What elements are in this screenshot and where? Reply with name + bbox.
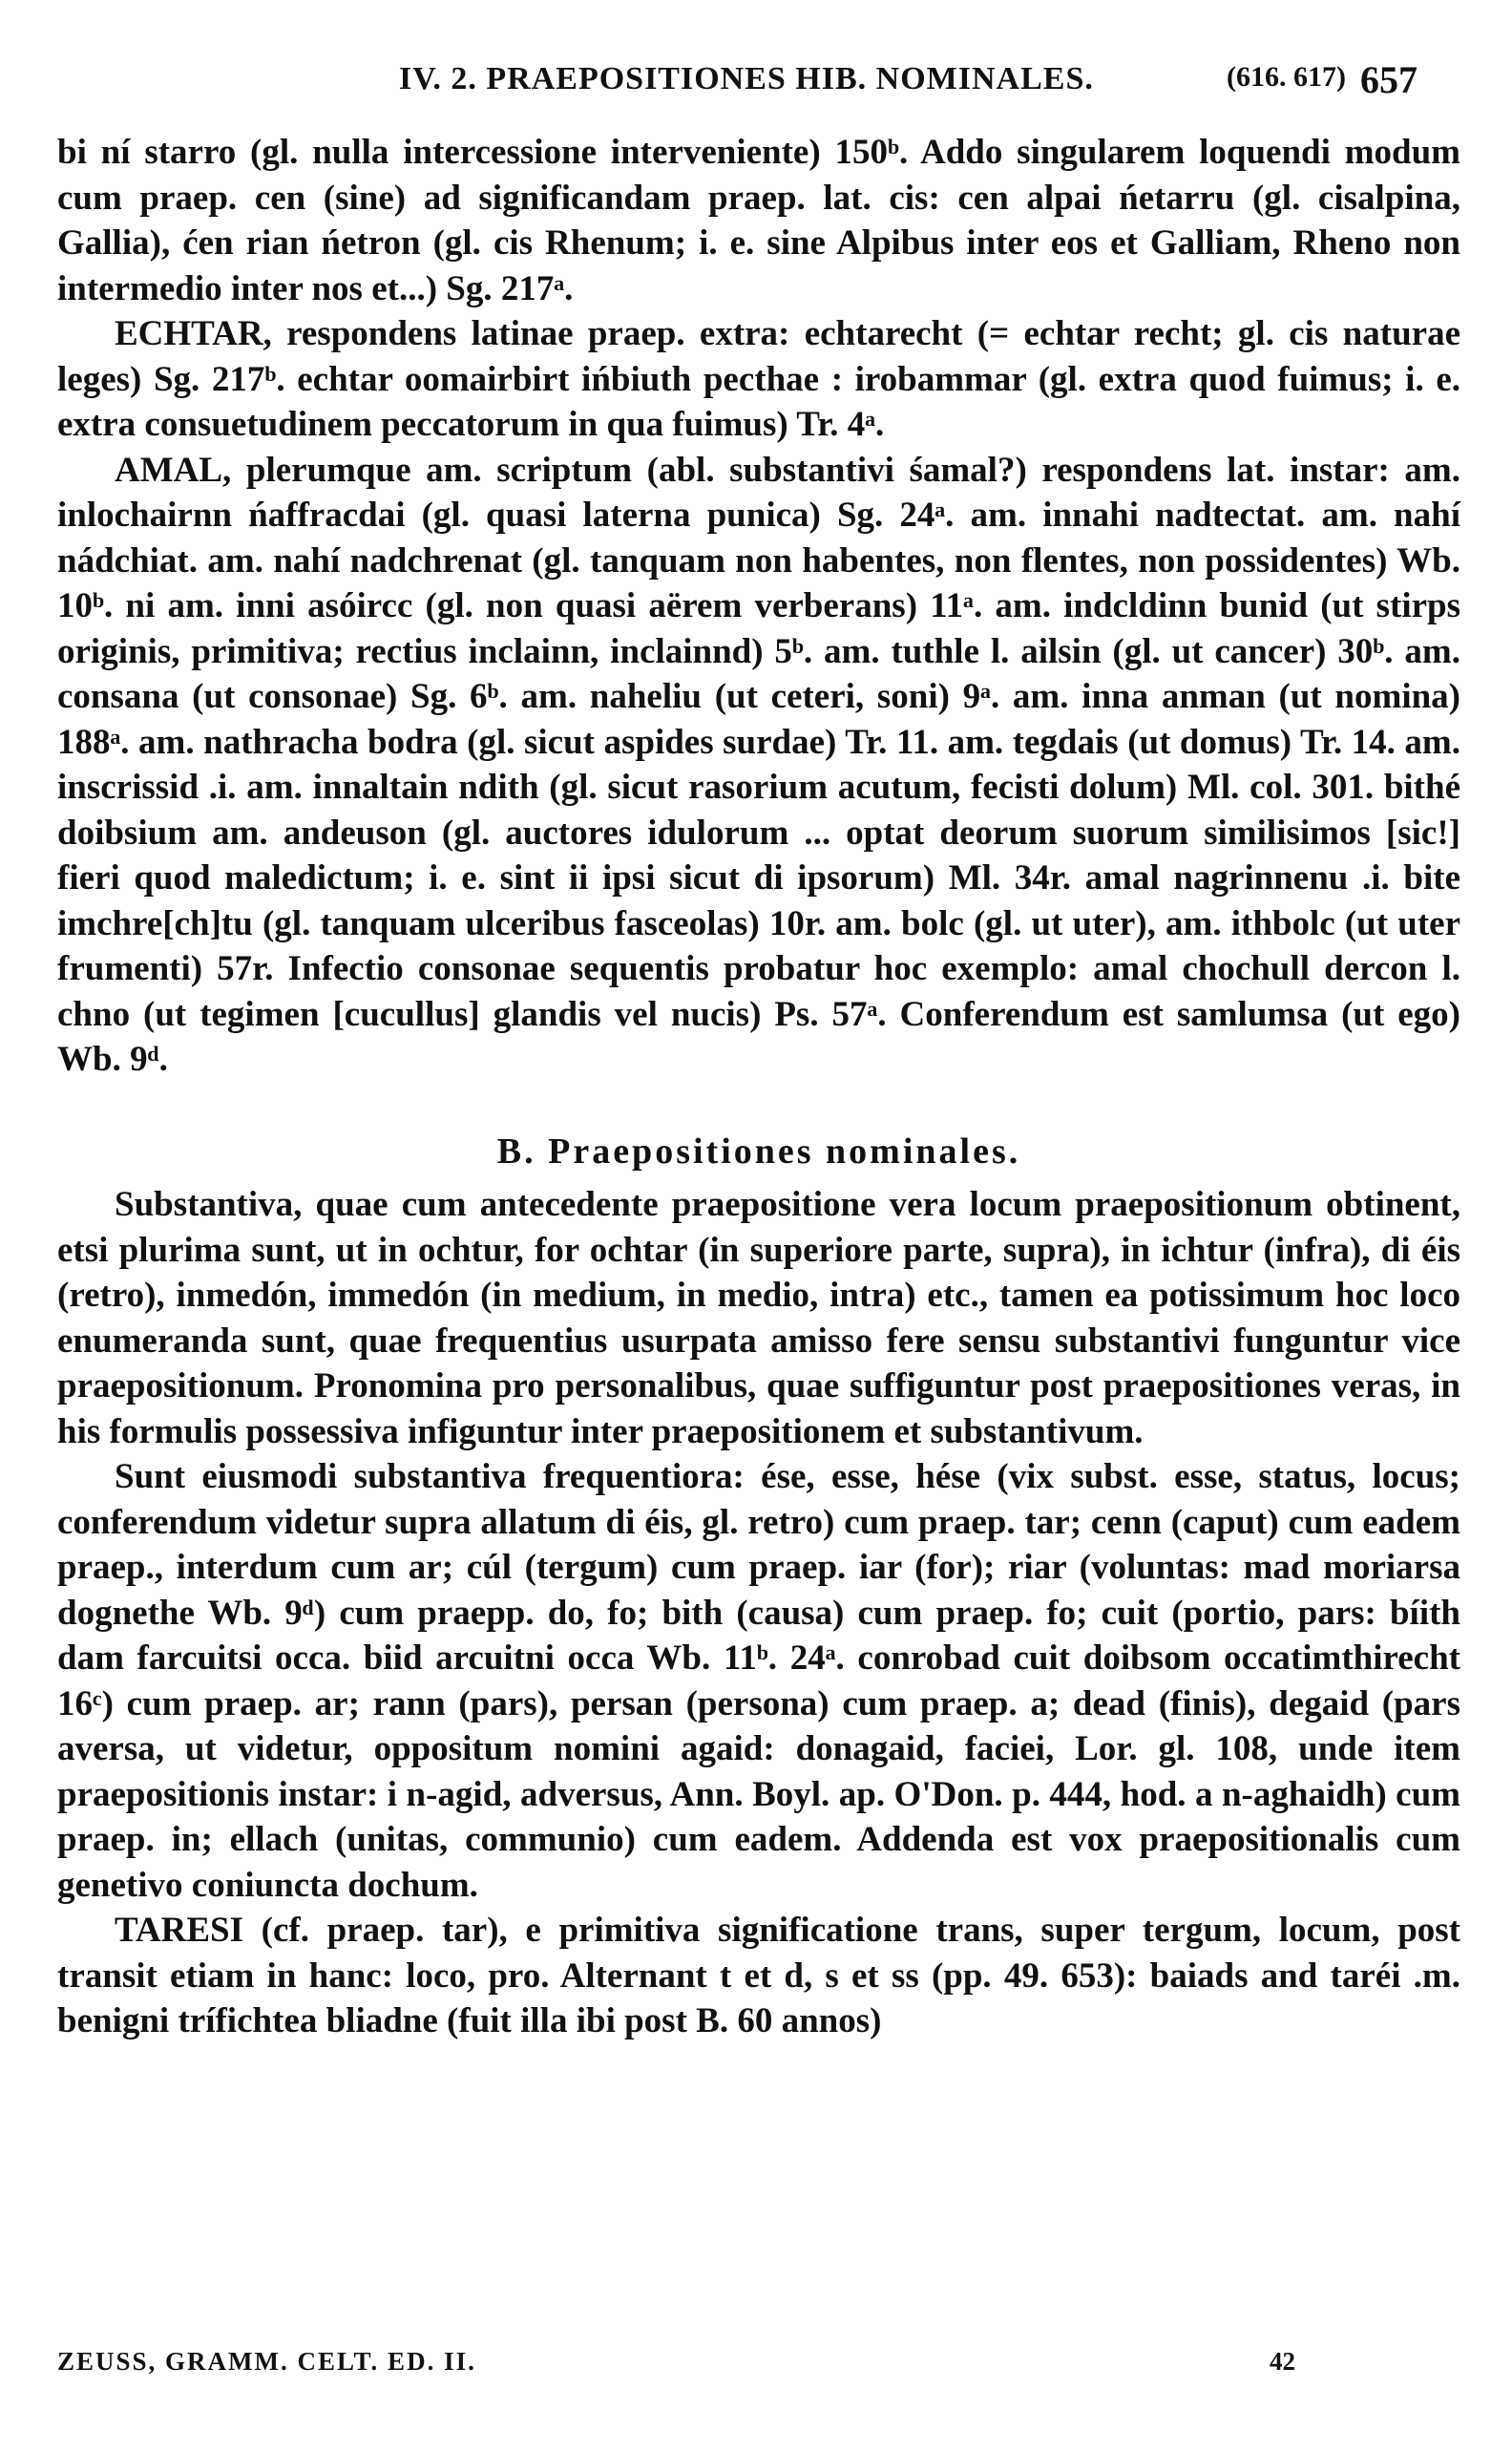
page-header: [95, 53, 1441, 111]
page-number: 657: [1360, 58, 1418, 101]
running-title: IV. 2. PRAEPOSITIONES HIB. NOMINALES.: [399, 61, 1094, 96]
paragraph-sunt: Sunt eiusmodi substantiva frequentiora: ése, esse, hése (vix subst. esse, status, locus; conferendum videtur supra allatum di éis, gl. retro) cum praep. tar; cenn (caput) cum eadem praep., interdum cum ar; cúl (tergum) cum praep. iar (for); riar (voluntas: mad moriarsa dognethe Wb. 9ᵈ) cum praepp. do, fo; bith (causa) cum praep. fo; cuit (portio, pars: bíith dam farcuitsi occa. biid arcuitni occa Wb. 11ᵇ. 24ᵃ. conrobad cuit doibsom occatimthirecht 16ᶜ) cum praep. ar; rann (pars), persan (persona) cum praep. a; dead (finis), degaid (pars aversa, ut videtur, oppositum nomini agaid: donagaid, faciei, Lor. gl. 108, unde item praepositionis instar: i n-agid, adversus, Ann. Boyl. ap. O'Don. p. 444, hod. a n-aghaidh) cum praep. in; ellach (unitas, communio) cum eadem. Addenda est vox praepositionalis cum genetivo coniuncta dochum.: [57, 1457, 1460, 1905]
paragraph-amal: AMAL, plerumque am. scriptum (abl. substantivi śamal?) respondens lat. instar: am. inlochairnn ńaffracdai (gl. quasi laterna punica) Sg. 24ᵃ. am. innahi nadtectat. am. nahí nádchiat. am. nahí nadchrenat (gl. tanquam non habentes, non flentes, non possidentes) Wb. 10ᵇ. ni am. inni asóircc (gl. non quasi aërem verberans) 11ᵃ. am. indcldinn bunid (ut stirps originis, primitiva; rectius inclainn, inclainnd) 5ᵇ. am. tuthle l. ailsin (gl. ut cancer) 30ᵇ. am. consana (ut consonae) Sg. 6ᵇ. am. naheliu (ut ceteri, soni) 9ᵃ. am. inna anman (ut nomina) 188ᵃ. am. nathracha bodra (gl. sicut aspides surdae) Tr. 11. am. tegdais (ut domus) Tr. 14. am. inscrissid .i. am. innaltain ndith (gl. sicut rasorium acutum, fecisti dolum) Ml. col. 301. bithé doibsium am. andeuson (gl. auctores idulorum ... optat deorum suorum similisimos [sic!] fieri quod maledictum; i. e. sint ii ipsi sicut di ipsorum) Ml. 34r. amal nagrinnenu .i. bite imchre[ch]tu (gl. tanquam ulceribus fasceolas) 10r. am. bolc (gl. ut uter), am. ithbolc (ut uter frumenti) 57r. Infectio consonae sequentis probatur hoc exemplo: amal chochull dercon l. chno (ut tegimen [cucullus] glandis vel nucis) Ps. 57ᵃ. Conferendum est samlumsa (ut ego) Wb. 9ᵈ.: [57, 450, 1460, 1079]
paragraph-continuation: bi ní starro (gl. nulla intercessione interveniente) 150ᵇ. Addo singularem loquendi modum cum praep. cen (sine) ad significandam praep. lat. cis: cen alpai ńetarru (gl. cisalpina, Gallia), ćen rian ńetron (gl. cis Rhenum; i. e. sine Alpibus inter eos et Galliam, Rheno non intermedio inter nos et...) Sg. 217ᵃ.: [57, 133, 1460, 308]
section-heading: B. Praepositiones nominales.: [496, 1131, 1021, 1172]
paragraph-echtar: ECHTAR, respondens latinae praep. extra: echtarecht (= echtar recht; gl. cis naturae leges) Sg. 217ᵇ. echtar oomairbirt ińbiuth pecthae : irobammar (gl. extra quod fuimus; i. e. extra consuetudinem peccatorum in qua fuimus) Tr. 4ᵃ.: [57, 314, 1460, 444]
paragraph-substantiva: Substantiva, quae cum antecedente praepositione vera locum praepositionum obtinent, etsi plurima sunt, ut in ochtur, for ochtar (in superiore parte, supra), in ichtur (infra), di éis (retro), inmedón, immedón (in medium, in medio, intra) etc., tamen ea potissimum hoc loco enumeranda sunt, quae frequentius usurpata amisso fere sensu substantivi funguntur vice praepositionum. Pronomina pro personalibus, quae suffiguntur post praepositiones veras, in his formulis possessiva infiguntur inter praepositionem et substantivum.: [57, 1185, 1460, 1451]
footer-signature: ZEUSS, GRAMM. CELT. ED. II.: [57, 2347, 476, 2376]
paragraph-taresi: TARESI (cf. praep. tar), e primitiva significatione trans, super tergum, locum, post transit etiam in hanc: loco, pro. Alternant t et d, s et ss (pp. 49. 653): baiads and taréi .m. benigni trífichtea bliadne (fuit illa ibi post B. 60 annos): [57, 1911, 1460, 2040]
footer-number: 42: [1270, 2347, 1295, 2376]
body-text: [57, 130, 1460, 2044]
page-reference: (616. 617): [1227, 61, 1346, 93]
